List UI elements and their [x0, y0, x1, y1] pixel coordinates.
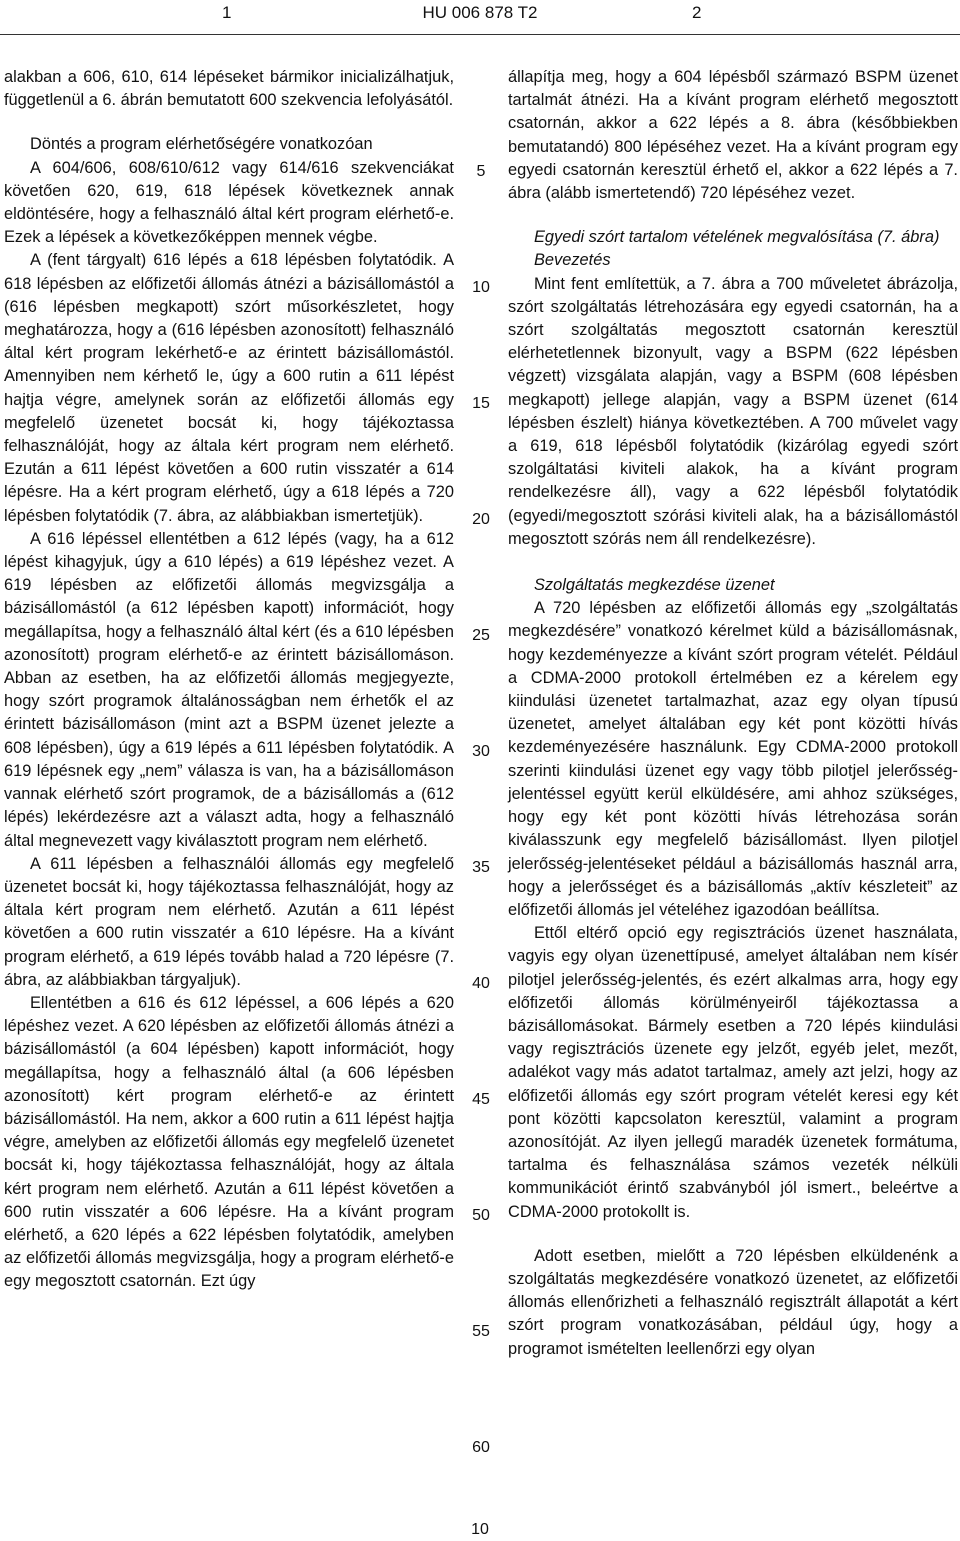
line-number: 45	[472, 1091, 490, 1108]
line-number: 35	[472, 859, 490, 876]
line-number: 25	[472, 627, 490, 644]
paragraph: A (fent tárgyalt) 616 lépés a 618 lépésben folytatódik. A 618 lépésben az előfizetői állomás átnézi a bázisállomástól a (616 lépésben megkapott) szórt műsorkészletet, hogy meghatározza, hogy a (616 lépésben azonosított) felhasználó által kért program lekérhető-e az érintett bázisállomástól. Amennyiben nem kérhető le, úgy a 600 rutin a 611 lépést hajtja végre, amelynek során az előfizetői állomás egy megfelelő üzenetet bocsát ki, hogy tájékoztassa felhasználóját, hogy az általa kért program nem elérhető. Ezután a 611 lépést követően a 600 rutin visszatér a 614 lépésre. Ha a kért program elérhető, úgy a 618 lépés a 720 lépésben folytatódik (7. ábra, az alábbiakban ismertetjük).	[4, 251, 454, 525]
paragraph: Adott esetben, mielőtt a 720 lépésben elküldenénk a szolgáltatás megkezdésére vonatkozó üzenetet, az előfizetői állomás ellenőrizheti a felhasználó regisztrált állapotát a kért szórt program vonatkozásában, például úgy, hogy a programot ismételten leellenőrzi egy olyan	[508, 1246, 958, 1358]
line-number: 30	[472, 743, 490, 760]
line-number: 20	[472, 511, 490, 528]
paragraph: A 616 lépéssel ellentétben a 612 lépés (vagy, ha a 612 lépést kihagyjuk, úgy a 610 lépés) a 619 lépéshez vezet. A 619 lépésben az előfizetői állomás megvizsgálja a bázisállomástól (a 612 lépésben kapott) információt, hogy megállapítsa, hogy a felhasználó által kért (és a 610 lépésben azonosított) program elérhető-e az érintett bázisállomáson. Abban az esetben, ha az előfizetői állomás megjegyezte, hogy szórt programok általánosságban nem érhetők el az érintett bázisállomáson (mint azt a BSPM üzenet jelezte a 608 lépésben), úgy a 619 lépés a 611 lépésben folytatódik. A 619 lépésnek egy „nem” válasza is van, ha a bázisállomáson vannak elérhető szórt programok, de a bázisállomás a (612 lépés) lekérdezésre azt a választ adta, hogy a felhasználó által megnevezett vagy kiválasztott program nem elérhető.	[4, 529, 454, 850]
page-footer-number: 10	[471, 1521, 489, 1538]
page-number-right: 2	[692, 3, 702, 22]
paragraph: Mint fent említettük, a 7. ábra a 700 műveletet ábrázolja, szórt szolgáltatás létrehozására egy egyedi csatornán, ha a szórt szolgáltatás megosztott csatornán keresztül elérhetetlennek bizonyult, vagy a BSPM (622 lépésben végzett) vizsgálata alapján, vagy a BSPM (608 lépésben megkapott) jellege alapján, vagy a BSPM üzenet (614 lépésben észlelt) hiánya következtében. A 700 művelet vagy a 619, 618 lépésből folytatódik (kizárólag egyedi szórt szolgáltatási kiviteli alakok, ha a kívánt program rendelkezésre áll), vagy a 622 lépésből folytatódik (egyedi/megosztott szórási kiviteli alak, ha a bázisállomástól megosztott szórás nem áll rendelkezésre).	[508, 274, 958, 548]
line-number: 40	[472, 975, 490, 992]
page-number-left: 1	[222, 3, 232, 22]
paragraph: állapítja meg, hogy a 604 lépésből származó BSPM üzenet tartalmát átnézi. Ha a kívánt program elérhető megosztott csatornán, akkor a 622 lépés a 8. ábra (későbbiekben bemutatandó) 800 lépéséhez vezet. Ha a kívánt program egy egyedi csatornán keresztül érhető el, akkor a 622 lépés a 7. ábra (alább ismertetendő) 720 lépéséhez vezet.	[508, 68, 958, 203]
line-number: 55	[472, 1323, 490, 1340]
document-id: HU 006 878 T2	[422, 3, 538, 22]
section-heading: Döntés a program elérhetőségére vonatkozóan	[30, 135, 373, 154]
paragraph: A 720 lépésben az előfizetői állomás egy „szolgáltatás megkezdésére” vonatkozó kérelmet küld a bázisállomásnak, hogy kezdeményezze a kívánt szórt program vételét. Például a CDMA-2000 protokoll értelmében ez a kérelem egy kiindulási üzenetet tartalmazhat, azaz egy olyan típusú üzenetet, amelyet általában egy két pont közötti hívás kezdeményezésére használunk. Egy CDMA-2000 protokoll szerinti kiindulási üzenet egy vagy több pilotjel jelerősség-jelentéssel együtt kerül elküldésére, ami ahhoz szükséges, hogy egy két pont közötti hívás létrehozása során kiválasszunk egy megfelelő bázisállomást. Ilyen pilotjel jelerősség-jelentéseket például a bázisállomás használ arra, hogy a jelerősséget és a bázisállomás „aktív készleteit” az előfizetői állomás jel vételéhez igazodóan beállítsa.	[508, 599, 958, 919]
paragraph: alakban a 606, 610, 614 lépéseket bármikor inicializálhatjuk, függetlenül a 6. ábrán bemutatott 600 szekvencia lefolyásától.	[4, 68, 454, 110]
section-heading: Egyedi szórt tartalom vételének megvalósítása (7. ábra)	[534, 228, 940, 247]
line-number: 50	[472, 1207, 490, 1224]
paragraph: A 604/606, 608/610/612 vagy 614/616 szekvenciákat követően 620, 619, 618 lépések következnek annak eldöntésére, hogy a felhasználó által kért program elérhető-e. Ezek a lépések a következőképpen mennek végbe.	[4, 158, 454, 247]
right-column	[508, 66, 958, 1361]
subsection-heading: Bevezetés	[534, 251, 611, 270]
line-number: 5	[476, 163, 486, 180]
paragraph: A 611 lépésben a felhasználói állomás egy megfelelő üzenetet bocsát ki, hogy tájékoztassa felhasználóját, hogy az általa kért program nem elérhető. Azután a 611 lépést követően a 600 rutin visszatér a 610 lépésre. Ha a kívánt program elérhető, a 619 lépés tovább halad a 720 lépésre (7. ábra, az alábbiakban tárgyaljuk).	[4, 854, 454, 989]
header-rule	[0, 34, 960, 35]
line-number: 60	[472, 1439, 490, 1456]
line-number: 15	[472, 395, 490, 412]
paragraph: Ettől eltérő opció egy regisztrációs üzenet használata, vagyis egy olyan üzenettípusé, amelyet általában nem kísér pilotjel jelerősség-jelentés, és ezért alkalmas arra, hogy egy előfizetői állomás körülményeiről tájékoztassa a bázisállomásokat. Bármely esetben a 720 lépés kiindulási vagy regisztrációs üzenete egy jelzőt, egyéb jelet, mezőt, adalékot vagy más adatot tartalmaz, amely azt jelzi, hogy az előfizetői állomás egy szórt program vételét keresi egy két pont közötti kapcsolaton keresztül, valamint a program azonosítóját. Az ilyen jellegű maradék üzenetek formátuma, tartalma és felhasználása számos vezeték nélküli kommunikációt érintő szabványból jól ismert., beleértve a CDMA-2000 protokollt is.	[508, 924, 958, 1221]
section-heading: Szolgáltatás megkezdése üzenet	[534, 576, 775, 595]
paragraph: Ellentétben a 616 és 612 lépéssel, a 606 lépés a 620 lépéshez vezet. A 620 lépésben az előfizetői állomás átnézi a bázisállomástól (a 604 lépésben) kapott információt, hogy megállapítsa, hogy a felhasználó által (a 606 lépésben azonosított) kért program elérhető-e az érintett bázisállomástól. Ha nem, akkor a 600 rutin a 611 lépést hajtja végre, amelyben az előfizetői állomás egy megfelelő üzenetet bocsát ki, hogy tájékoztassa felhasználóját, hogy az általa kért program nem elérhető. Azután a 611 lépést követően a 600 rutin visszatér a 606 lépésre. Ha a kívánt program elérhető, a 620 lépés a 622 lépésben folytatódik, amelyben az előfizetői állomás megvizsgálja, hogy a program elérhető-e egy megosztott csatornán. Ezt úgy	[4, 993, 454, 1291]
line-number: 10	[472, 279, 490, 296]
left-column	[4, 66, 454, 1294]
